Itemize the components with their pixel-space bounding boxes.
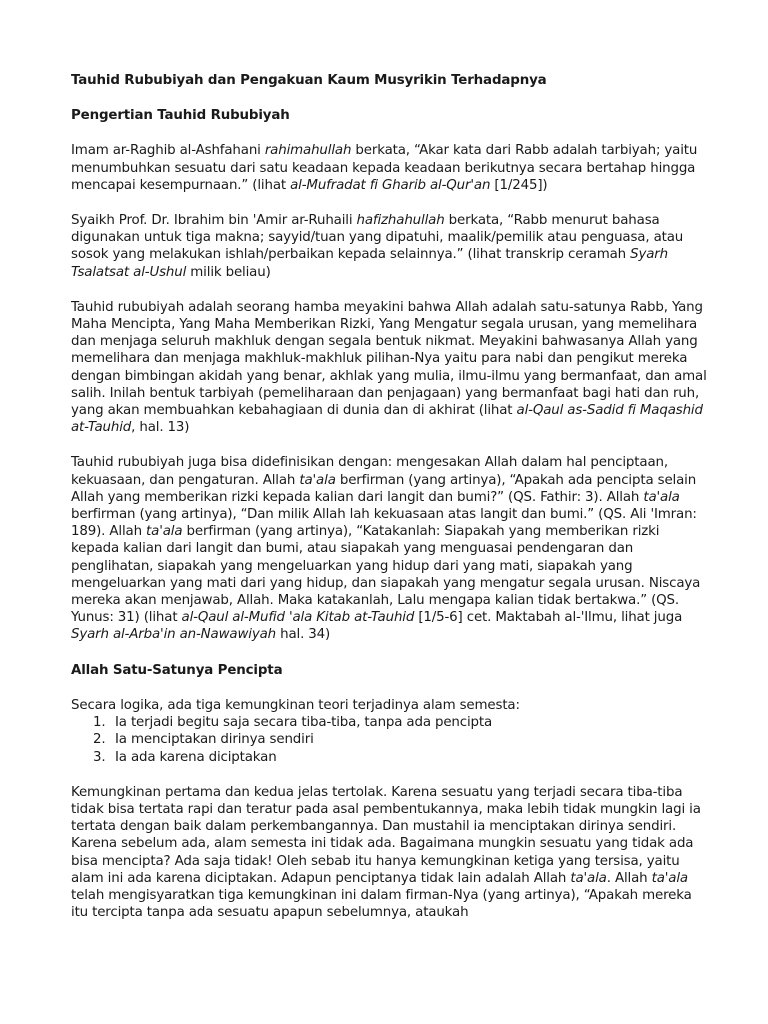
italic-term: Syarh al-Arba'in an-Nawawiyah: [71, 627, 276, 643]
list-text: Ia terjadi begitu saja secara tiba-tiba, tanpa ada pencipta: [115, 715, 493, 731]
paragraph-3: [71, 299, 711, 437]
section-heading-pengertian: Pengertian Tauhid Rububiyah: [71, 108, 290, 124]
document-page: [71, 72, 711, 939]
list-number: 1.: [93, 715, 106, 731]
list-number: 2.: [93, 732, 106, 748]
text-run: berfirman (yang artinya), “Katakanlah: Siapakah yang memberikan rizki kepada kalian dari langit dan bumi, atau siapakah yang menguasai pendengaran dan penglihatan, siapakah yang mengeluarkan yang hidup dari yang mati, siapakah yang mengeluarkan yang mati dari yang hidup, dan siapakah yang mengatur segala urusan. Niscaya mereka akan menjawab, Allah. Maka katakanlah, Lalu mengapa kalian tidak bertakwa.” (QS. Yunus: 31) (lihat: [71, 524, 701, 626]
list-item: [71, 749, 711, 766]
italic-term: hafizhahullah: [356, 213, 445, 229]
paragraph-4: [71, 454, 711, 643]
text-run: Kemungkinan pertama dan kedua jelas tertolak. Karena sesuatu yang terjadi secara tiba-tiba tidak bisa tertata rapi dan teratur pada asal pembentukannya, maka lebih tidak mungkin lagi ia tertata dengan baik dalam perkembangannya. Dan mustahil ia menciptakan dirinya sendiri. Karena sebelum ada, alam semesta ini tidak ada. Bagaimana mungkin sesuatu yang tidak ada bisa mencipta? Ada saja tidak! Oleh sebab itu hanya kemungkinan ketiga yang tersisa, yaitu alam ini ada karena diciptakan. Adapun penciptanya tidak lain adalah Allah: [71, 784, 701, 886]
text-run: [1/5-6] cet. Maktabah al-'Ilmu, lihat juga: [414, 610, 683, 626]
theory-list: [71, 714, 711, 766]
text-run: . Allah: [606, 870, 652, 886]
italic-term: al-Qaul as-Sadid fi Maqashid at-Tauhid: [71, 403, 703, 436]
text-run: hal. 34): [276, 627, 331, 643]
text-run: milik beliau): [186, 264, 271, 280]
list-item: [71, 714, 711, 731]
paragraph-6: [71, 784, 711, 922]
text-run: Tauhid rububiyah adalah seorang hamba meyakini bahwa Allah adalah satu-satunya Rabb, Yang Maha Mencipta, Yang Maha Memberikan Rizki, Yang Mengatur segala urusan, yang memelihara dan menjaga seluruh makhluk dengan segala bentuk nikmat. Meyakini bahwasanya Allah yang memelihara dan menjaga makhluk-makhluk pilihan-Nya yaitu para nabi dan pengikut mereka dengan bimbingan akidah yang benar, akhlak yang mulia, ilmu-ilmu yang bermanfaat, dan amal salih. Inilah bentuk tarbiyah (pemeliharaan dan penjagaan) yang bermanfaat bagi hati dan ruh, yang akan membuahkan kebahagiaan di dunia dan di akhirat (lihat: [71, 299, 707, 419]
italic-term: al-Qaul al-Mufid 'ala Kitab at-Tauhid: [181, 610, 415, 626]
section-heading-pencipta: Allah Satu-Satunya Pencipta: [71, 662, 283, 678]
italic-term: ta'ala: [651, 870, 688, 886]
italic-term: Syarh Tsalatsat al-Ushul: [71, 247, 668, 280]
italic-term: al-Mufradat fi Gharib al-Qur'an: [290, 177, 491, 193]
text-run: berkata, “Akar kata dari Rabb adalah tarbiyah; yaitu menumbuhkan sesuatu dari satu keadaan kepada keadaan berikutnya secara bertahap hingga mencapai kesempurnaan.” (lihat: [71, 143, 698, 193]
text-run: telah mengisyaratkan tiga kemungkinan ini dalam firman-Nya (yang artinya), “Apakah mereka itu tercipta tanpa ada sesuatu apapun sebelumnya, ataukah: [71, 887, 692, 921]
text-run: berkata, “Rabb menurut bahasa digunakan untuk tiga makna; sayyid/tuan yang dipatuhi, maalik/pemilik atau penguasa, atau sosok yang melakukan ishlah/perbaikan kepada selainnya.” (lihat transkrip ceramah: [71, 213, 684, 263]
list-text: Ia menciptakan dirinya sendiri: [115, 732, 314, 748]
italic-term: rahimahullah: [264, 143, 352, 159]
text-run: Syaikh Prof. Dr. Ibrahim bin 'Amir ar-Ruhaili: [71, 213, 357, 229]
text-run: , hal. 13): [131, 420, 190, 436]
list-text: Ia ada karena diciptakan: [115, 749, 277, 765]
text-run: Imam ar-Raghib al-Ashfahani: [71, 143, 265, 159]
text-run: [1/245]): [490, 177, 548, 193]
document-title: Tauhid Rububiyah dan Pengakuan Kaum Musyrikin Terhadapnya: [71, 73, 547, 88]
text-run: Tauhid rububiyah juga bisa didefinisikan dengan: mengesakan Allah dalam hal penciptaan, kekuasaan, dan pengaturan. Allah: [71, 455, 668, 488]
italic-term: ta'ala: [643, 489, 680, 505]
list-item: [71, 731, 711, 748]
italic-term: ta'ala: [299, 472, 336, 488]
paragraph-2: [71, 212, 711, 281]
text-run: berfirman (yang artinya), “Dan milik Allah lah kekuasaan atas langit dan bumi.” (QS. Ali 'Imran: 189). Allah: [71, 507, 697, 540]
paragraph-5: Secara logika, ada tiga kemungkinan teori terjadinya alam semesta:: [71, 697, 520, 713]
italic-term: ta'ala: [570, 870, 607, 886]
paragraph-1: [71, 142, 711, 194]
list-number: 3.: [93, 749, 106, 765]
text-run: berfirman (yang artinya), “Apakah ada pencipta selain Allah yang memberikan rizki kepada kalian dari langit dan bumi?” (QS. Fathir: 3). Allah: [71, 472, 697, 505]
italic-term: ta'ala: [146, 524, 183, 540]
